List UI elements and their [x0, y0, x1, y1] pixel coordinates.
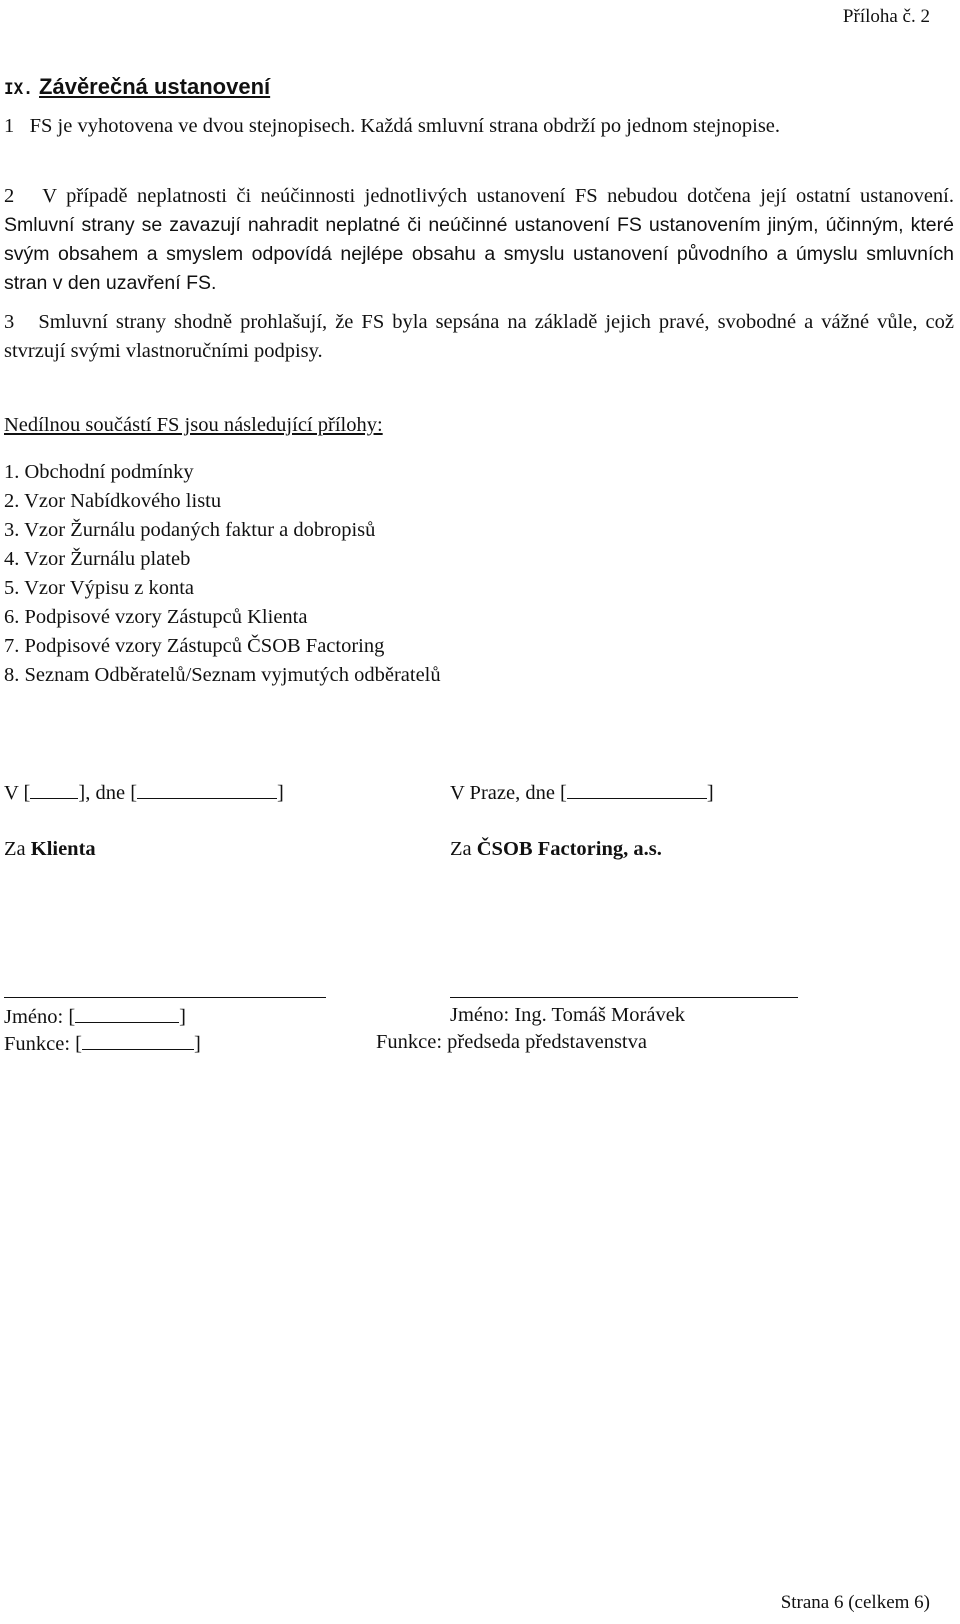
section-title: Závěrečná ustanovení [39, 74, 271, 99]
page-number: Strana 6 (celkem 6) [780, 1592, 930, 1613]
name-blank [75, 1004, 179, 1023]
client-function-end: ] [194, 1033, 201, 1055]
appendices-list [4, 458, 441, 690]
date-blank [137, 780, 277, 799]
client-function-field [4, 1031, 201, 1056]
clause-text: Smluvní strany shodně prohlašují, že FS byla sepsána na základě jejich pravé, svobodné a vážné vůle, což stvrzují svými vlastnoručními podpisy. [4, 311, 954, 362]
client-signature-line [4, 997, 326, 998]
factor-name: Jméno: Ing. Tomáš Morávek [450, 1004, 686, 1026]
list-item: 6. Podpisové vzory Zástupců Klienta [4, 606, 308, 628]
appendices-title: Nedílnou součástí FS jsou následující přílohy: [4, 414, 383, 436]
attachment-label: Příloha č. 2 [842, 6, 930, 27]
factor-place-date [450, 780, 714, 805]
factor-signature-line [450, 997, 798, 998]
clause-text-continued: Smluvní strany se zavazují nahradit neplatné či neúčinné ustanovení FS ustanovením jiným, účinným, které svým obsahem a smyslem odpovídá nejlépe obsahu a smyslu ustanovení původního a úmyslu smluvních stran v den uzavření FS. [4, 214, 954, 294]
client-party [4, 838, 96, 861]
factor-party [450, 838, 662, 861]
clause-number: 3 [4, 311, 15, 333]
client-name-label: Jméno: [ [4, 1006, 76, 1028]
factor-function: Funkce: předseda představenstva [376, 1031, 647, 1053]
list-item: 4. Vzor Žurnálu plateb [4, 548, 191, 570]
client-name-field [4, 1004, 186, 1029]
client-name-end: ] [179, 1006, 186, 1028]
list-item: 5. Vzor Výpisu z konta [4, 577, 194, 599]
client-place-date [4, 780, 284, 805]
clause-1 [4, 112, 954, 141]
za-label: Za [4, 838, 26, 860]
list-item: 1. Obchodní podmínky [4, 461, 194, 483]
za-label: Za [450, 838, 472, 860]
clause-text: FS je vyhotovena ve dvou stejnopisech. Každá smluvní strana obdrží po jednom stejnopise. [29, 115, 781, 137]
section-number: IX. [4, 79, 33, 98]
place-blank [30, 780, 78, 799]
client-date-mid: ], dne [ [78, 782, 138, 804]
section-heading [4, 74, 270, 100]
list-item: 3. Vzor Žurnálu podaných faktur a dobropisů [4, 519, 376, 541]
factor-party-name: ČSOB Factoring, a.s. [476, 838, 662, 860]
client-place-prefix: V [ [4, 782, 31, 804]
function-blank [82, 1031, 194, 1050]
factor-place-prefix: V Praze, dne [ [450, 782, 567, 804]
factor-date-end: ] [706, 782, 714, 804]
date-blank [567, 780, 707, 799]
clause-2 [4, 182, 954, 298]
clause-3 [4, 308, 954, 366]
clause-number: 1 [4, 115, 15, 137]
list-item: 7. Podpisové vzory Zástupců ČSOB Factoring [4, 635, 385, 657]
list-item: 8. Seznam Odběratelů/Seznam vyjmutých odběratelů [4, 664, 441, 686]
client-function-label: Funkce: [ [4, 1033, 82, 1055]
client-date-end: ] [277, 782, 284, 804]
list-item: 2. Vzor Nabídkového listu [4, 490, 222, 512]
clause-text: V případě neplatnosti či neúčinnosti jednotlivých ustanovení FS nebudou dotčena její ostatní ustanovení. [42, 185, 954, 207]
client-party-name: Klienta [30, 838, 96, 860]
clause-number: 2 [4, 185, 15, 207]
